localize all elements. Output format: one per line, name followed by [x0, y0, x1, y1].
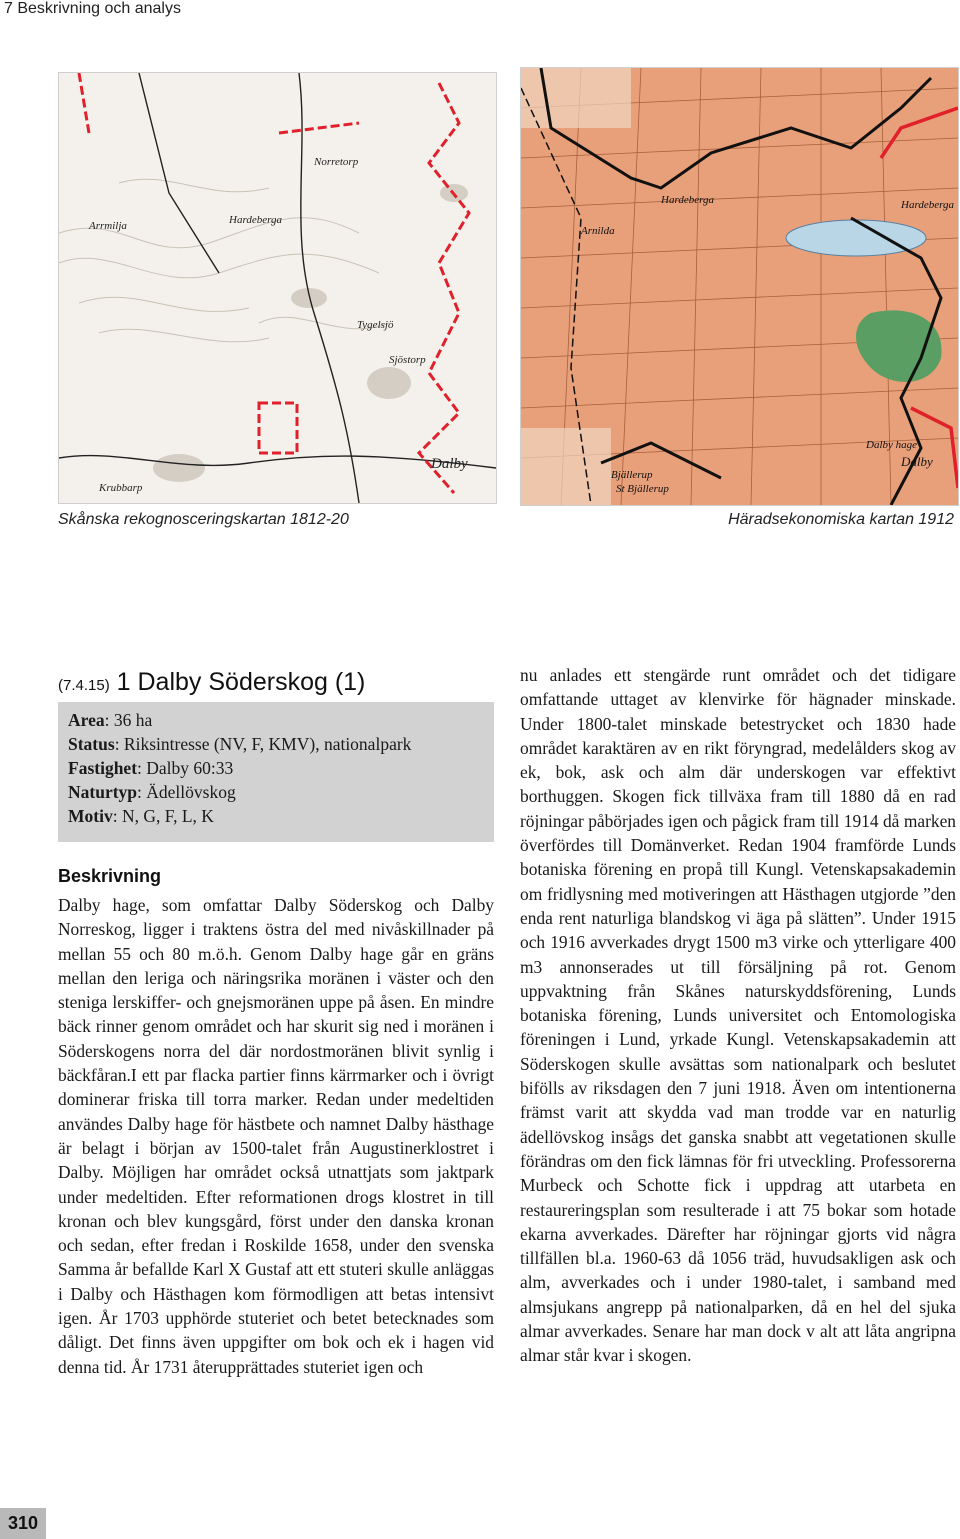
body-text-right-column: nu anlades ett stengärde runt området och det tidigare omfattande uttaget av klenvirke för hägnader minskade. Under 1800-talet minskade betestrycket och 1830 hade området karaktären av en rikt föryngrad, medelålders skog av ek, bok, ask och alm där underskogen var effektivt borthuggen. Skogen fick tillväxa fram till 1880 då en rad röjningar påbörjades igen och pågick fram till 1914 då marken överfördes till Domänverket. Redan 1904 framförde Lunds botaniska förening en propå till Kungl. Vetenskapsakademin om fridlysning med motiveringen att Hästhagen utgjorde ”den enda rent naturliga blandskog vi äga på slätten”. Under 1915 och 1916 avverkades drygt 1500 m3 virke och ytterligare 400 m3 annonserades ut till försäljning på rot. Genom uppvaktning från Skånes naturskyddsförening, Lunds botaniska förening, Lunds universitet och Entomologiska föreningen i Lund, yrkade Kungl. Vetenskapsakademin att Söderskogen skulle avsättas som nationalpark och beslutet bifölls av riksdagen den 7 juni 1918. Även om intentionerna främst varit att skydda vad man trodde var en naturlig ädellövskog insågs det ganska snabbt att vegetationen skulle förändras om den fick lämnas för fri utveckling. Professorerna Murbeck och Schotte fick i uppdrag att utarbeta en restaureringsplan som resulterade i att 75 bokar som hotade ekarna avverkades. Därefter har röjningar gjorts vid några tillfällen bl.a. 1960-63 då 1056 träd, huvudsakligen ask och alm, avverkades och i under 1980-talet, i samband med almsjukans angrepp på nationalparken, då en hel del sjuka almar avverkades. Senare har man dock v alt att låta angripna almar står kvar i skogen. — [520, 665, 956, 1366]
site-number: (7.4.15) — [58, 677, 110, 694]
map-left-label-b: Hardeberga — [229, 214, 282, 226]
map-right-label-b: Arnilda — [581, 225, 615, 237]
site-title: 1 Dalby Söderskog (1) — [116, 668, 366, 696]
map-right-label-d: St Bjällerup — [616, 483, 669, 495]
page-number: 310 — [0, 1508, 46, 1539]
fact-status: Status: Riksintresse (NV, F, KMV), nationalpark — [68, 734, 412, 754]
map-right-label-c: Bjällerup — [611, 469, 653, 481]
map-left-label-f: Arrmilja — [89, 220, 127, 232]
site-heading — [58, 668, 365, 697]
section-title-beskrivning: Beskrivning — [58, 866, 162, 886]
map-left-caption: Skånska rekognosceringskartan 1812-20 — [58, 511, 349, 528]
map-left-label-d: Sjöstorp — [389, 354, 426, 366]
body-text-left-column: Dalby hage, som omfattar Dalby Söderskog och Dalby Norreskog, ligger i traktens östra del med nivåskillnader på mellan 55 och 80 m.ö.h. Genom Dalby hage går en gräns mellan den leriga och näringsrika moränen i väster och den steniga lerskiffer- och gnejsmoränen uppe på åsen. En mindre bäck rinner genom området och har skurit sig ned i moränen i Söderskogens norra del där nordostmoränen blivit synlig i bäckfåran.I ett par flacka partier finns kärrmarker och i övrigt dominerar friska till torra marker. Redan under medeltiden användes Dalby hage för hästbete och namnet Dalby hästhage är belagt i början av 1500-talet från Augustinerklostret i Dalby. Möjligen har området också utnattjats som jaktpark under medeltiden. Efter reformationen drogs klostret in till kronan och blev kungsgård, först under den danska kronan och sedan, efter fredan i Roskilde 1658, under den svenska Samma år befallde Karl X Gustaf att ett stuteri skulle anläggas i Dalby och Hästhagen kom förmodligen att betas intensivt igen. År 1703 upphörde stuteriet och betet betecknades som dåligt. Det finns även uppgifter om bok och ek i hagen vid denna tid. År 1731 återupprättades stuteriet igen och — [58, 895, 494, 1377]
map-right-caption: Häradsekonomiska kartan 1912 — [728, 511, 954, 528]
map-left-label-e: Dalby — [431, 456, 468, 472]
fact-area: Area: 36 ha — [68, 710, 153, 730]
running-title: 7 Beskrivning och analys — [4, 0, 181, 17]
fact-naturtyp: Naturtyp: Ädellövskog — [68, 782, 236, 802]
site-facts-box — [58, 702, 494, 842]
map-right-label-g: Hardeberga — [901, 199, 954, 211]
map-right-label-e: Dalby hage — [866, 439, 918, 451]
map-left-label-c: Tygelsjö — [357, 319, 394, 331]
fact-fastighet: Fastighet: Dalby 60:33 — [68, 758, 234, 778]
map-left-label-a: Norretorp — [314, 156, 359, 168]
map-right-label-a: Hardeberga — [661, 194, 714, 206]
fact-motiv: Motiv: N, G, F, L, K — [68, 806, 214, 826]
map-haradsekonomiska — [520, 67, 959, 506]
map-right-drawing — [521, 68, 958, 505]
map-right-label-f: Dalby — [901, 454, 933, 469]
map-left-drawing — [59, 73, 496, 503]
map-left-label-g: Krubbarp — [99, 482, 143, 494]
map-rekognosceringskartan — [58, 72, 497, 504]
